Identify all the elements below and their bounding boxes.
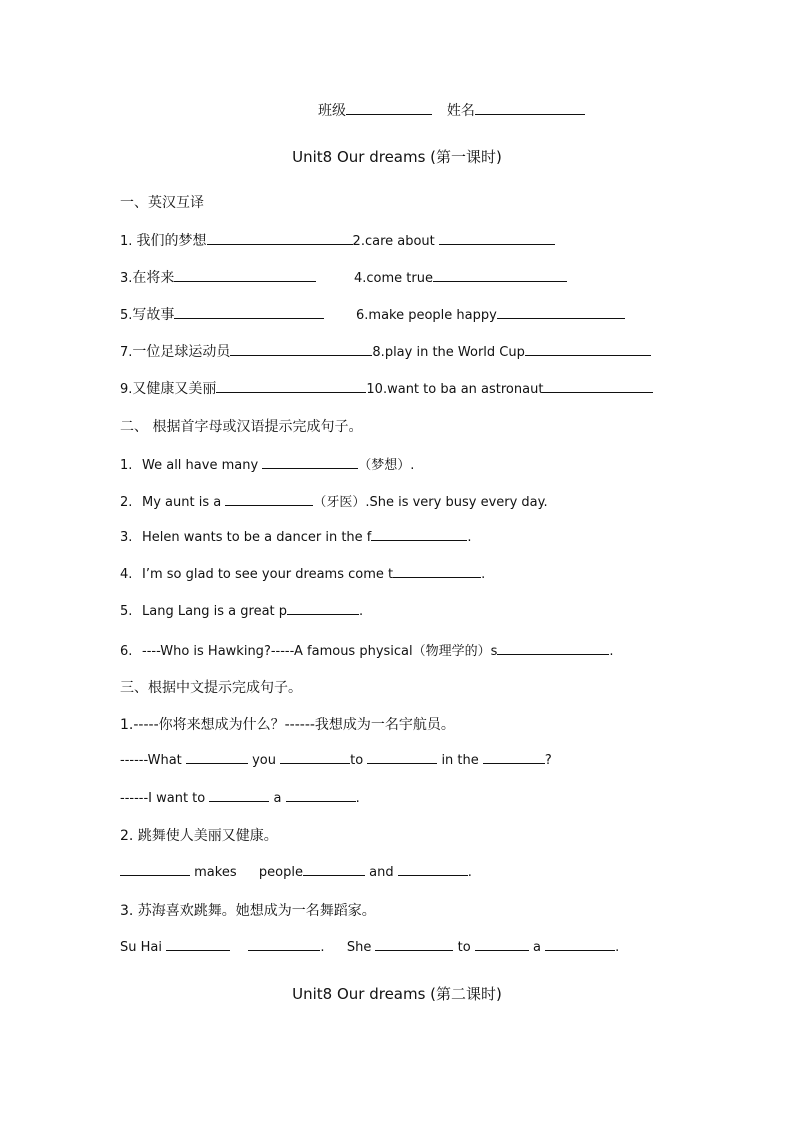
item-text: ------What <box>120 753 182 768</box>
answer-blank <box>186 751 248 764</box>
item-number: 5. <box>120 308 133 323</box>
page-title: Unit8 Our dreams (第一课时) <box>292 148 502 166</box>
answer-blank <box>248 938 320 951</box>
item-number: 4. <box>354 271 367 286</box>
item-text: ----Who is Hawking?-----A famous physical（物理学的）s <box>142 644 498 659</box>
answer-blank <box>433 269 567 282</box>
s2-item-6 <box>120 640 614 659</box>
s3-q1-chinese: 1.-----你将来想成为什么？------我想成为一名宇航员。 <box>120 717 455 733</box>
s3-q2-line1 <box>120 863 472 880</box>
answer-blank <box>287 602 359 615</box>
class-label: 班级 <box>318 103 346 119</box>
item-text: 我们的梦想 <box>136 233 207 249</box>
item-text: to <box>350 753 364 768</box>
item-text: 写故事 <box>132 307 175 323</box>
s3-q3-chinese: 3. 苏海喜欢跳舞。她想成为一名舞蹈家。 <box>120 903 376 919</box>
item-text: makes <box>194 865 237 880</box>
answer-blank <box>225 493 313 506</box>
item-number: 2. <box>352 234 365 249</box>
item-number: 6. <box>120 644 133 659</box>
answer-blank <box>545 938 615 951</box>
s1-row-3 <box>120 304 625 324</box>
item-text: in the <box>441 753 479 768</box>
answer-blank <box>497 642 609 655</box>
item-text: . <box>355 791 360 806</box>
item-text: Su Hai <box>120 940 162 955</box>
s3-q2-chinese: 2. 跳舞使人美丽又健康。 <box>120 828 278 844</box>
s3-q3-line1 <box>120 938 619 955</box>
answer-blank <box>207 232 353 245</box>
answer-blank <box>216 380 366 393</box>
item-number: 2. <box>120 495 133 510</box>
answer-blank <box>475 938 529 951</box>
item-number: 4. <box>120 567 133 582</box>
student-info-line <box>318 100 585 120</box>
item-number: 1. <box>120 234 133 249</box>
item-text: （梦想）. <box>358 458 415 473</box>
item-text: Lang Lang is a great p <box>142 604 288 619</box>
answer-blank <box>303 863 365 876</box>
answer-blank <box>174 306 324 319</box>
answer-blank <box>120 863 190 876</box>
page-title-2: Unit8 Our dreams (第二课时) <box>292 985 502 1003</box>
item-number: 8. <box>372 345 385 360</box>
section2-heading: 二、 根据首字母或汉语提示完成句子。 <box>120 419 363 435</box>
answer-blank <box>166 938 230 951</box>
item-text: （牙医）.She is very busy every day. <box>313 495 548 510</box>
answer-blank <box>525 343 651 356</box>
item-number: 9. <box>120 382 133 397</box>
answer-blank <box>483 751 545 764</box>
s2-item-3 <box>120 528 472 545</box>
item-text: My aunt is a <box>142 495 222 510</box>
item-text: a <box>273 791 282 806</box>
item-text: care about <box>364 234 435 249</box>
item-text: to <box>457 940 471 955</box>
answer-blank <box>367 751 437 764</box>
item-text: . <box>467 865 472 880</box>
item-number: 3. <box>120 271 133 286</box>
answer-blank <box>393 565 481 578</box>
item-text: you <box>252 753 276 768</box>
item-text: . <box>467 530 472 545</box>
item-number: 1. <box>120 458 133 473</box>
s3-q1-line2 <box>120 789 360 806</box>
section1-heading: 一、英汉互译 <box>120 195 204 211</box>
item-text: We all have many <box>142 458 259 473</box>
s1-row-2 <box>120 267 567 287</box>
s1-row-5 <box>120 378 653 398</box>
item-number: 3. <box>120 530 133 545</box>
answer-blank <box>375 938 453 951</box>
item-text: I’m so glad to see your dreams come t <box>142 567 394 582</box>
item-text: a <box>532 940 541 955</box>
item-number: 10. <box>366 382 388 397</box>
item-text: 一位足球运动员 <box>132 344 231 360</box>
answer-blank <box>439 232 555 245</box>
answer-blank <box>371 528 467 541</box>
item-text: come true <box>366 271 433 286</box>
item-text: Helen wants to be a dancer in the f <box>142 530 372 545</box>
item-text: make people happy <box>368 308 497 323</box>
name-label: 姓名 <box>446 103 475 119</box>
item-text: play in the World Cup <box>384 345 525 360</box>
item-text: 又健康又美丽 <box>132 381 217 397</box>
answer-blank <box>230 343 372 356</box>
item-number: 7. <box>120 345 133 360</box>
s1-row-1 <box>120 230 555 250</box>
name-blank <box>475 102 585 115</box>
item-text: ------I want to <box>120 791 206 806</box>
s3-q1-line1 <box>120 751 552 768</box>
s2-item-2 <box>120 491 548 510</box>
answer-blank <box>286 789 356 802</box>
answer-blank <box>174 269 316 282</box>
answer-blank <box>497 306 625 319</box>
item-text: . <box>481 567 486 582</box>
answer-blank <box>398 863 468 876</box>
answer-blank <box>543 380 653 393</box>
item-number: 6. <box>356 308 369 323</box>
s2-item-4 <box>120 565 485 582</box>
item-text: . <box>359 604 364 619</box>
item-number: 5. <box>120 604 133 619</box>
answer-blank <box>280 751 350 764</box>
item-text: want to ba an astronaut <box>387 382 544 397</box>
s1-row-4 <box>120 341 651 361</box>
item-text: and <box>369 865 394 880</box>
item-text: She <box>346 940 372 955</box>
item-text: 在将来 <box>132 270 175 286</box>
answer-blank <box>209 789 269 802</box>
item-text: . <box>609 644 614 659</box>
class-blank <box>346 102 432 115</box>
answer-blank <box>262 456 358 469</box>
section3-heading: 三、根据中文提示完成句子。 <box>120 680 302 696</box>
item-text: ? <box>544 753 552 768</box>
item-text: . <box>615 940 620 955</box>
s2-item-1 <box>120 454 414 473</box>
item-text: . <box>320 940 325 955</box>
s2-item-5 <box>120 602 363 619</box>
item-text: people <box>258 865 303 880</box>
